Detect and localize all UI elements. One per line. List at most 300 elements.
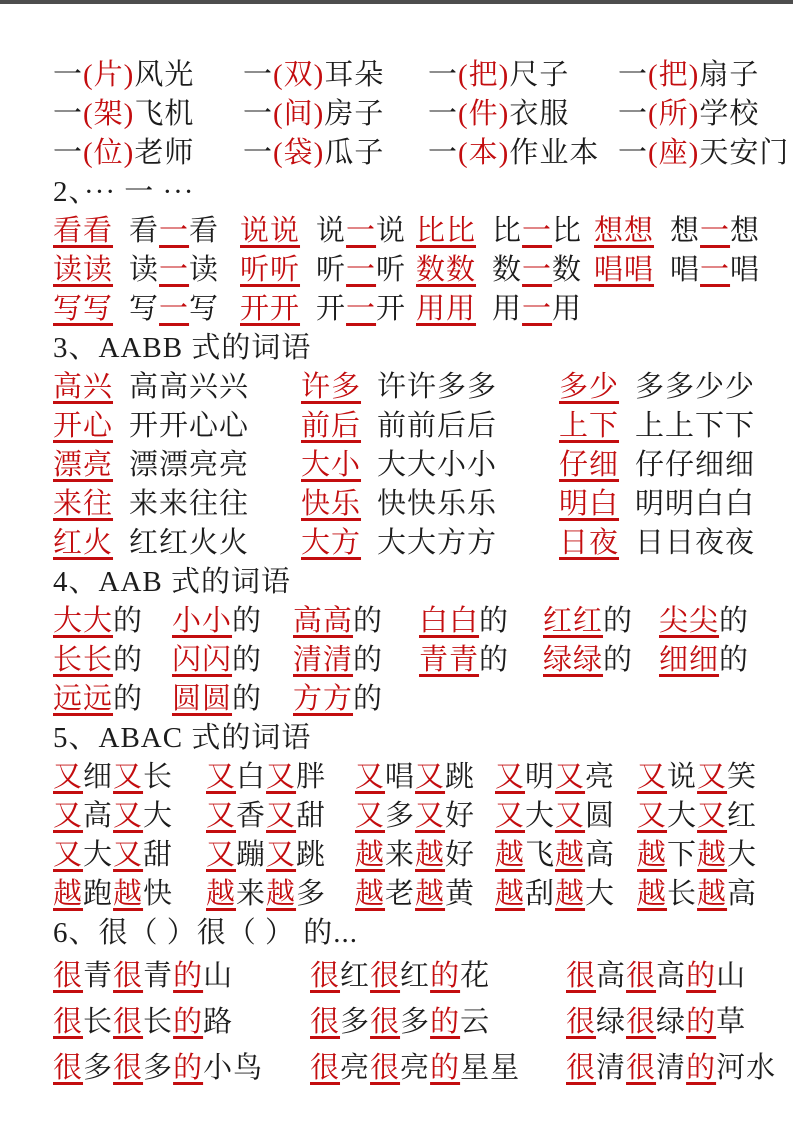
phrase [670, 212, 760, 251]
text-segment: 很 [53, 960, 84, 992]
phrase-cell [618, 134, 789, 173]
text-segment: 胖 [296, 761, 327, 793]
text-segment: (把) [648, 59, 700, 91]
text-segment: 的 [719, 644, 750, 676]
text-segment: 越 [113, 878, 144, 910]
text-segment: 高兴 [53, 371, 114, 403]
text-segment: 说 [376, 215, 407, 247]
word-row [53, 56, 760, 95]
phrase-cell [53, 1045, 310, 1091]
phrase-cell [428, 56, 618, 95]
phrase-cell [172, 602, 293, 641]
text-segment: 又 [355, 761, 386, 793]
text-segment: 圆 [585, 800, 616, 832]
text-segment: 许许多多 [377, 371, 498, 403]
word-row [53, 368, 755, 407]
text-segment: (件) [458, 98, 510, 130]
text-segment: 大 [143, 800, 174, 832]
text-segment: 快快乐乐 [377, 488, 498, 520]
text-segment: 来往 [53, 488, 114, 520]
phrase-cell [206, 836, 355, 875]
phrase [53, 758, 173, 797]
section-header: 4、AAB 式的词语 [53, 566, 291, 598]
phrase-cell [53, 641, 172, 680]
text-segment: 风光 [134, 59, 195, 91]
text-segment: 读 [189, 254, 220, 286]
phrase [355, 758, 475, 797]
phrase [53, 485, 113, 524]
section-header: 2、··· 一 ··· [53, 176, 195, 208]
text-segment: 又 [206, 800, 237, 832]
text-segment: 花 [460, 960, 491, 992]
text-segment: 又 [206, 761, 237, 793]
phrase [559, 485, 619, 524]
text-segment: 圆圆 [172, 683, 233, 715]
text-segment: 多 [340, 1006, 371, 1038]
phrase-cell [559, 446, 755, 485]
text-segment: 一 [243, 98, 274, 130]
phrase [316, 290, 406, 329]
word-row [53, 953, 755, 999]
phrase-cell [559, 407, 755, 446]
text-segment: 一 [159, 293, 190, 325]
phrase-cell [172, 641, 293, 680]
text-segment: 作业本 [509, 137, 600, 169]
phrase [206, 758, 326, 797]
phrase-cell [293, 641, 419, 680]
text-segment: 比 [552, 215, 583, 247]
text-segment: 绿 [596, 1006, 627, 1038]
text-segment: 的 [173, 1006, 204, 1038]
text-segment: 又 [113, 839, 144, 871]
text-segment: 越 [415, 878, 446, 910]
text-segment: 跑 [83, 878, 114, 910]
section-header: 6、很（ ）很（ ） 的... [53, 917, 359, 949]
text-segment: 红火 [53, 527, 114, 559]
phrase [618, 134, 789, 173]
text-segment: 来来往往 [129, 488, 250, 520]
text-segment: 一 [346, 254, 377, 286]
text-segment: 用 [492, 293, 523, 325]
text-segment: 高高 [293, 605, 354, 637]
text-segment: 飞 [525, 839, 556, 871]
text-segment: 想 [670, 215, 701, 247]
phrase [53, 368, 113, 407]
text-segment: 长 [667, 878, 698, 910]
text-segment: 蹦 [236, 839, 267, 871]
text-segment: 又 [266, 839, 297, 871]
text-segment: 一 [243, 137, 274, 169]
text-segment: 的 [430, 1052, 461, 1084]
text-segment: 又 [697, 800, 728, 832]
text-segment: 高 [596, 960, 627, 992]
phrase [53, 680, 143, 719]
phrase [495, 836, 615, 875]
text-segment: 越 [697, 878, 728, 910]
text-segment: 尖尖 [659, 605, 720, 637]
phrase-cell [240, 251, 416, 290]
phrase-cell [53, 134, 243, 173]
phrase [659, 641, 749, 680]
phrase-cell [53, 212, 240, 251]
phrase [301, 485, 361, 524]
text-segment: 的 [686, 960, 717, 992]
phrase-cell [240, 212, 416, 251]
text-segment: 越 [697, 839, 728, 871]
phrase [53, 95, 194, 134]
text-segment: 高 [727, 878, 758, 910]
text-segment: 香 [236, 800, 267, 832]
text-segment: 很 [370, 960, 401, 992]
phrase-cell [637, 797, 757, 836]
text-segment: 一 [522, 293, 553, 325]
text-segment: 日日夜夜 [635, 527, 756, 559]
phrase [635, 446, 755, 485]
text-segment: 扇子 [699, 59, 760, 91]
phrase [53, 56, 194, 95]
phrase [240, 290, 300, 329]
text-segment: 长 [83, 1006, 114, 1038]
phrase-cell [495, 836, 637, 875]
text-segment: 越 [495, 878, 526, 910]
text-segment: 一 [53, 59, 84, 91]
phrase-cell [53, 95, 243, 134]
phrase [559, 524, 619, 563]
phrase-cell [495, 875, 637, 914]
phrase-cell [355, 875, 495, 914]
text-segment: 小鸟 [203, 1052, 264, 1084]
text-segment: 耳朵 [324, 59, 385, 91]
text-segment: 房子 [324, 98, 385, 130]
phrase [618, 56, 759, 95]
text-segment: 漂漂亮亮 [129, 449, 250, 481]
text-segment: 一 [522, 215, 553, 247]
text-segment: 很 [566, 960, 597, 992]
phrase-cell [301, 407, 559, 446]
text-segment: 大 [525, 800, 556, 832]
text-segment: 衣服 [509, 98, 570, 130]
phrase [419, 641, 509, 680]
phrase [206, 836, 326, 875]
text-segment: 草 [716, 1006, 747, 1038]
phrase [53, 602, 143, 641]
text-segment: 亮 [400, 1052, 431, 1084]
text-segment: 又 [53, 839, 84, 871]
text-segment: 听 [376, 254, 407, 286]
text-segment: 一 [428, 59, 459, 91]
phrase-cell [355, 758, 495, 797]
phrase [293, 602, 383, 641]
text-segment: 又 [415, 800, 446, 832]
text-segment: 唱 [670, 254, 701, 286]
text-segment: 开 [316, 293, 347, 325]
text-segment: 多少 [559, 371, 620, 403]
text-segment: 的 [173, 1052, 204, 1084]
text-segment: 很 [310, 1052, 341, 1084]
text-segment: 甜 [143, 839, 174, 871]
phrase [129, 524, 249, 563]
phrase [428, 95, 569, 134]
text-segment: 一 [243, 59, 274, 91]
phrase [293, 641, 383, 680]
text-segment: 红 [727, 800, 758, 832]
word-row [53, 95, 760, 134]
text-segment: 又 [555, 761, 586, 793]
phrase-cell [355, 797, 495, 836]
text-segment: 的 [603, 605, 634, 637]
text-segment: 听听 [240, 254, 301, 286]
text-segment: 大大方方 [377, 527, 498, 559]
phrase-cell [53, 407, 301, 446]
phrase [428, 56, 569, 95]
text-segment: 很 [310, 960, 341, 992]
phrase-cell [310, 953, 566, 999]
phrase [240, 212, 300, 251]
phrase-cell [243, 95, 428, 134]
phrase [206, 797, 326, 836]
text-segment: 星星 [460, 1052, 521, 1084]
phrase [240, 251, 300, 290]
text-segment: 闪闪 [172, 644, 233, 676]
text-segment: 漂亮 [53, 449, 114, 481]
phrase-cell [293, 680, 419, 719]
text-segment: 很 [626, 1006, 657, 1038]
phrase [355, 836, 475, 875]
phrase [129, 212, 219, 251]
phrase-cell [416, 290, 594, 329]
phrase [129, 446, 249, 485]
text-segment: 清清 [293, 644, 354, 676]
text-segment: 又 [495, 800, 526, 832]
phrase-cell [53, 251, 240, 290]
text-segment: 多 [143, 1052, 174, 1084]
phrase [659, 602, 749, 641]
word-row [53, 251, 761, 290]
phrase-cell [559, 368, 755, 407]
text-segment: 明明白白 [635, 488, 756, 520]
word-row [53, 485, 755, 524]
text-segment: 细细 [659, 644, 720, 676]
text-segment: 一 [159, 215, 190, 247]
text-segment: 黄 [445, 878, 476, 910]
text-segment: 远远 [53, 683, 114, 715]
text-segment: 越 [637, 839, 668, 871]
text-segment: 青青 [419, 644, 480, 676]
text-segment: 又 [266, 800, 297, 832]
phrase [637, 797, 757, 836]
text-segment: 很 [53, 1006, 84, 1038]
phrase [566, 953, 746, 999]
text-segment: 一 [700, 215, 731, 247]
phrase-cell [53, 797, 206, 836]
text-segment: 一 [618, 137, 649, 169]
text-segment: 的 [430, 1006, 461, 1038]
phrase-cell [416, 251, 594, 290]
text-segment: 唱唱 [594, 254, 655, 286]
phrase-cell [53, 999, 310, 1045]
text-segment: 很 [370, 1052, 401, 1084]
text-segment: 清 [656, 1052, 687, 1084]
word-row [53, 797, 758, 836]
phrase-cell [301, 446, 559, 485]
phrase [637, 875, 757, 914]
text-segment: 红红火火 [129, 527, 250, 559]
text-segment: 细 [83, 761, 114, 793]
text-segment: 的 [353, 644, 384, 676]
text-segment: 大方 [301, 527, 362, 559]
text-segment: 大小 [301, 449, 362, 481]
text-segment: 的 [113, 605, 144, 637]
text-segment: (间) [273, 98, 325, 130]
text-segment: 大 [585, 878, 616, 910]
phrase-cell [53, 953, 310, 999]
text-segment: 的 [232, 683, 263, 715]
text-segment: 的 [353, 605, 384, 637]
text-segment: 唱 [730, 254, 761, 286]
text-segment: 一 [428, 137, 459, 169]
phrase [53, 641, 143, 680]
word-row [53, 134, 790, 173]
text-segment: (位) [83, 137, 135, 169]
text-segment: 飞机 [134, 98, 195, 130]
phrase [301, 524, 361, 563]
text-segment: (把) [458, 59, 510, 91]
text-segment: 越 [495, 839, 526, 871]
text-segment: 越 [415, 839, 446, 871]
phrase [53, 290, 113, 329]
phrase-cell [206, 875, 355, 914]
text-segment: 上上下下 [635, 410, 756, 442]
text-segment: 大大小小 [377, 449, 498, 481]
phrase [172, 680, 262, 719]
text-segment: 写 [129, 293, 160, 325]
text-segment: 多 [296, 878, 327, 910]
text-segment: 很 [113, 1006, 144, 1038]
text-segment: 上下 [559, 410, 620, 442]
text-segment: 又 [266, 761, 297, 793]
text-segment: 高高兴兴 [129, 371, 250, 403]
text-segment: 大 [727, 839, 758, 871]
phrase-cell [495, 758, 637, 797]
phrase [419, 602, 509, 641]
text-segment: 数 [492, 254, 523, 286]
phrase [618, 95, 759, 134]
text-segment: 的 [686, 1052, 717, 1084]
text-segment: 的 [430, 960, 461, 992]
text-segment: 的 [479, 605, 510, 637]
text-segment: 好 [445, 839, 476, 871]
text-segment: 跳 [445, 761, 476, 793]
phrase-cell [53, 368, 301, 407]
text-segment: 想 [730, 215, 761, 247]
phrase [129, 368, 249, 407]
phrase [316, 212, 406, 251]
text-segment: 大 [667, 800, 698, 832]
phrase-cell [310, 999, 566, 1045]
phrase [53, 251, 113, 290]
phrase [559, 407, 619, 446]
text-segment: 快乐 [301, 488, 362, 520]
text-segment: 数数 [416, 254, 477, 286]
text-segment: 河水 [716, 1052, 777, 1084]
text-segment: 白 [236, 761, 267, 793]
text-segment: 红红 [543, 605, 604, 637]
text-segment: 仔仔细细 [635, 449, 756, 481]
phrase [594, 251, 654, 290]
text-segment: 越 [555, 839, 586, 871]
text-segment: 一 [53, 98, 84, 130]
text-segment: 又 [206, 839, 237, 871]
text-segment: 越 [266, 878, 297, 910]
text-segment: 绿 [656, 1006, 687, 1038]
text-segment: 跳 [296, 839, 327, 871]
text-segment: 明 [525, 761, 556, 793]
phrase [129, 407, 249, 446]
text-segment: 很 [113, 960, 144, 992]
text-segment: 许多 [301, 371, 362, 403]
text-segment: 大 [83, 839, 114, 871]
phrase-cell [293, 602, 419, 641]
text-segment: 日夜 [559, 527, 620, 559]
phrase-cell [53, 524, 301, 563]
phrase [243, 56, 384, 95]
phrase [495, 797, 615, 836]
phrase-cell [543, 641, 659, 680]
word-row [53, 680, 755, 719]
phrase [53, 999, 233, 1045]
text-segment: 开 [376, 293, 407, 325]
text-segment: 又 [495, 761, 526, 793]
phrase [53, 446, 113, 485]
phrase-cell [637, 758, 757, 797]
phrase [492, 251, 582, 290]
text-segment: 山 [203, 960, 234, 992]
phrase [310, 1045, 520, 1091]
text-segment: 一 [346, 215, 377, 247]
phrase [637, 836, 757, 875]
text-segment: 尺子 [509, 59, 570, 91]
text-segment: 学校 [699, 98, 760, 130]
phrase [377, 524, 497, 563]
text-segment: 下 [667, 839, 698, 871]
phrase-cell [243, 56, 428, 95]
text-segment: 越 [555, 878, 586, 910]
phrase [492, 212, 582, 251]
text-segment: (袋) [273, 137, 325, 169]
text-segment: 很 [566, 1006, 597, 1038]
text-segment: 很 [370, 1006, 401, 1038]
phrase-cell [594, 251, 760, 290]
text-segment: 仔细 [559, 449, 620, 481]
phrase-cell [53, 758, 206, 797]
phrase-cell [301, 485, 559, 524]
phrase [635, 485, 755, 524]
phrase-cell [53, 485, 301, 524]
section-abac [53, 719, 758, 914]
section-one-insert [53, 173, 761, 329]
phrase-cell [53, 836, 206, 875]
text-segment: 越 [637, 878, 668, 910]
text-segment: 青 [143, 960, 174, 992]
phrase-cell [419, 602, 543, 641]
text-segment: 一 [159, 254, 190, 286]
text-segment: 很 [113, 1052, 144, 1084]
phrase [495, 875, 615, 914]
text-segment: (双) [273, 59, 325, 91]
phrase-cell [543, 602, 659, 641]
section-header: 5、ABAC 式的词语 [53, 722, 312, 754]
phrase-cell [243, 134, 428, 173]
